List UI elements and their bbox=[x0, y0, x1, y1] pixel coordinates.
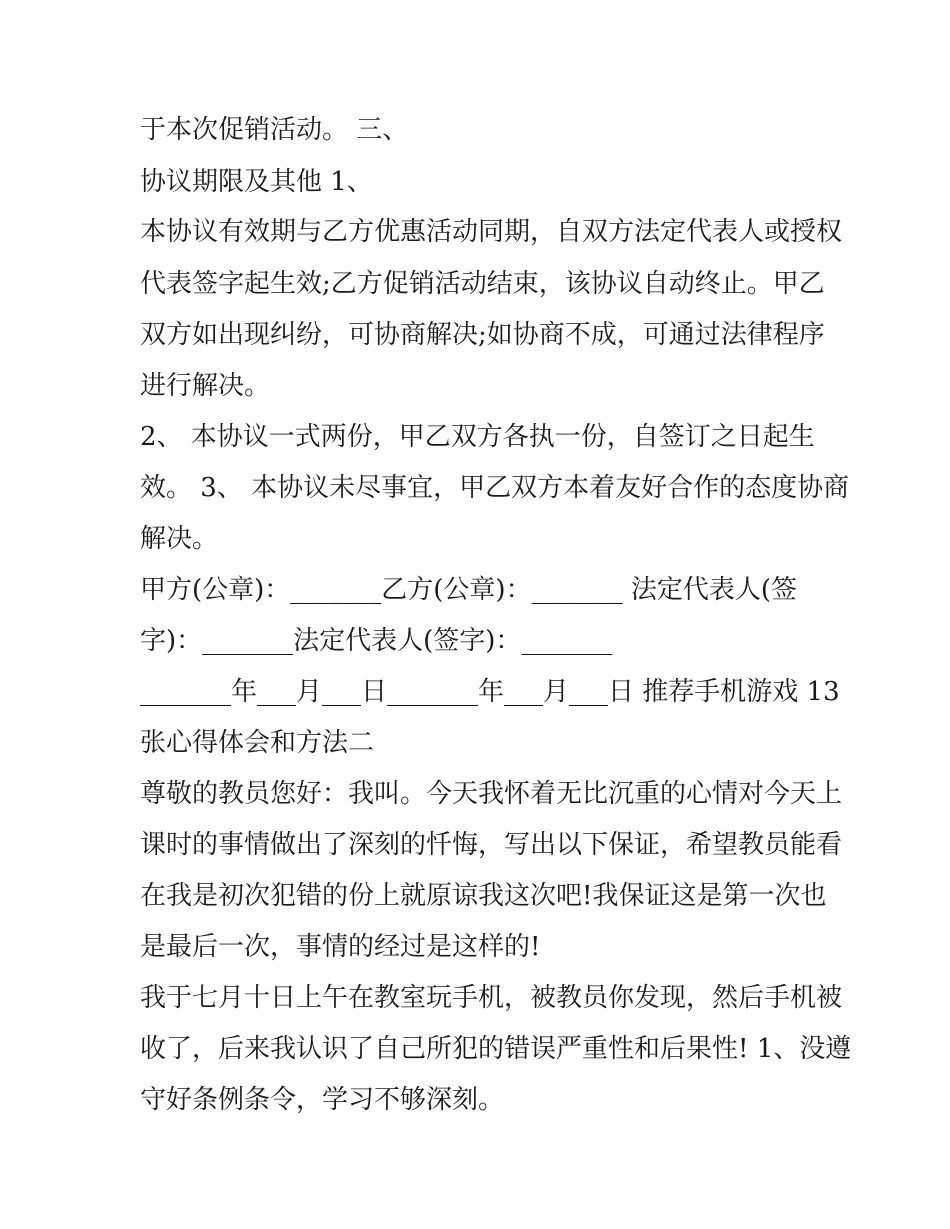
date-line: _______年___月___日_______年___月___日 推荐手机游戏 13 bbox=[140, 677, 840, 707]
text-line: 是最后一次，事情的经过是这样的! bbox=[140, 932, 541, 962]
text-line: 代表签字起生效;乙方促销活动结束，该协议自动终止。甲乙 bbox=[140, 269, 825, 299]
signature-line: 字)：_______法定代表人(签字)：_______ bbox=[140, 626, 613, 656]
text-line: 双方如出现纠纷，可协商解决;如协商不成，可通过法律程序 bbox=[140, 320, 825, 350]
text-line: 协议期限及其他 1、 bbox=[140, 167, 373, 197]
text-line: 课时的事情做出了深刻的忏悔，写出以下保证，希望教员能看 bbox=[140, 830, 843, 860]
text-line: 守好条例条令，学习不够深刻。 bbox=[140, 1085, 505, 1115]
signature-line: 甲方(公章)：_______乙方(公章)：_______ 法定代表人(签 bbox=[140, 575, 797, 605]
section-title: 张心得体会和方法二 bbox=[140, 728, 375, 758]
text-line: 于本次促销活动。 三、 bbox=[140, 115, 409, 145]
text-line: 在我是初次犯错的份上就原谅我这次吧!我保证这是第一次也 bbox=[140, 881, 827, 911]
text-line: 收了，后来我认识了自己所犯的错误严重性和后果性! 1、没遵 bbox=[140, 1034, 852, 1064]
text-line: 2、 本协议一式两份，甲乙双方各执一份，自签订之日起生 bbox=[140, 422, 815, 452]
text-line: 效。 3、 本协议未尽事宜，甲乙双方本着友好合作的态度协商 bbox=[140, 473, 850, 503]
text-line: 本协议有效期与乙方优惠活动同期，自双方法定代表人或授权 bbox=[140, 217, 843, 247]
text-line: 尊敬的教员您好：我叫。今天我怀着无比沉重的心情对今天上 bbox=[140, 779, 843, 809]
text-line: 解决。 bbox=[140, 524, 219, 554]
text-line: 我于七月十日上午在教室玩手机，被教员你发现，然后手机被 bbox=[140, 983, 843, 1013]
text-line: 进行解决。 bbox=[140, 371, 271, 401]
